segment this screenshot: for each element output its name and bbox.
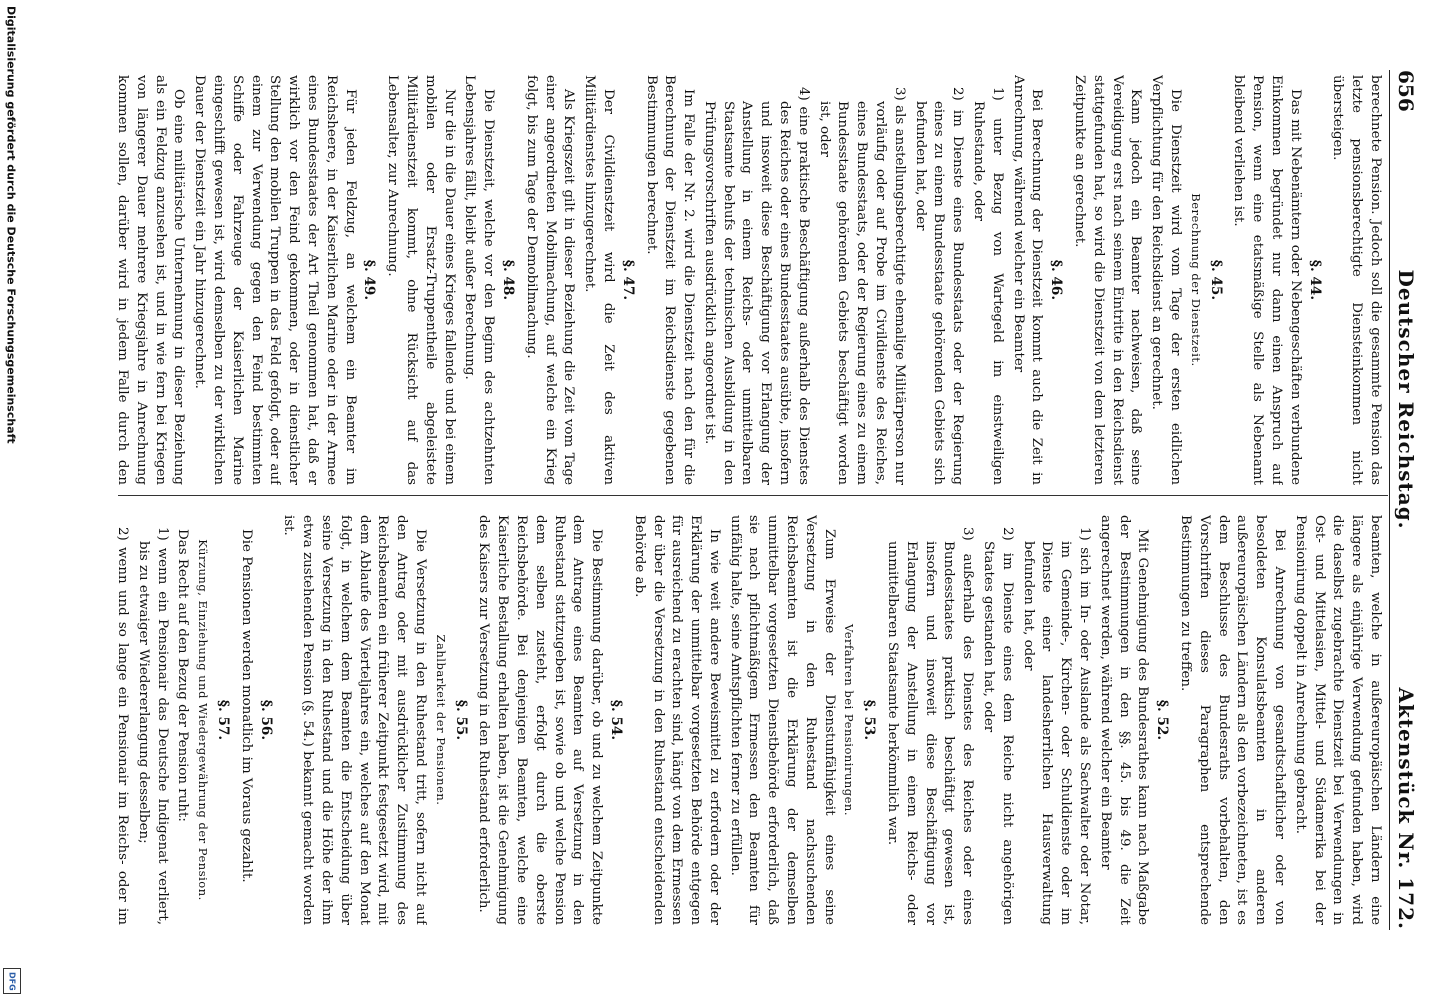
list-item: 4) eine praktische Beschäftigung außerhalb des Dienstes des Reiches oder eines Bundesstaates ausübte, insofern und insoweit diese Beschäftigung vor Erlangung der Anstellung in einem Reichs- oder unmittelbaren Staatsamte behufs der technischen Ausbildung in den Prüfungsvorschriften ausdrücklich angeordnet ist. xyxy=(701,87,811,485)
section-heading: Kürzung, Einziehung und Wiedergewährung der Pension. xyxy=(196,539,211,901)
paragraph: Im Falle der Nr. 2. wird die Dienstzeit nach den für die Berechnung der Dienstzeit im Reichsdienste gegebenen Bestimmungen berechnet. xyxy=(643,75,697,485)
list-item: 2) im Dienste eines Bundesstaats oder der Regierung eines zu einem Bundesstaate gehörenden Gebiets sich befunden hat, oder xyxy=(912,87,966,485)
paragraph: Die Versetzung in den Ruhestand tritt, sofern nicht auf den Antrag oder mit ausdrücklicher Zustimmung des Reichsbeamten ein früherer Zeitpunkt festgesetzt wird, mit dem Ablaufe des Vierteljahres ein, welches auf den Monat folgt, in welchem dem Beamten die Entscheidung über seine Versetzung in den Ruhestand und die Höhe der ihm etwa zustehenden Pension (§. 54.) bekannt gemacht worden ist. xyxy=(281,515,428,925)
paragraph: Für jeden Feldzug, an welchem ein Beamter im Reichsheere, in der Kaiserlichen Marine oder in der Armee eines Bundesstaates der Art Theil genommen hat, daß er wirklich vor den Feind gekommen, oder in dienstlicher Stellung den mobilen Truppen in das Feld gefolgt, oder auf einem zur Verwendung gegen den Feind bestimmten Schiffe oder Fahrzeuge der Kaiserlichen Marine eingeschifft gewesen ist, wird demselben zu der wirklichen Dauer der Dienstzeit ein Jahr hinzugerechnet. xyxy=(192,75,358,485)
list-item: 1) wenn ein Pensionair das Deutsche Indigenat verliert, bis zu etwaiger Wiedererlangung desselben; xyxy=(135,527,170,925)
paragraph: berechnete Pension. Jedoch soll die gesammte Pension das letzte pensionsberechtigte Diensteinkommen nicht übersteigen. xyxy=(1330,75,1383,485)
list-item: 3) als anstellungsberechtigte ehemalige Militärperson nur vorläufig oder auf Probe im Civildienste des Reiches, eines Bundesstaats, oder der Regierung eines zu einem Bundesstaate gehörenden Gebiets beschäftigt worden ist, oder xyxy=(816,87,907,485)
paragraph: Der Civildienstzeit wird die Zeit des aktiven Militärdienstes hinzugerechnet. xyxy=(582,75,616,485)
digitization-credit-text: Digitalisierung gefördert durch die Deutsche Forschungsgemeinschaft xyxy=(4,6,18,444)
paragraph: Bei Anrechnung von gesandtschaftlicher oder von besoldeten Konsulatsbeamten in anderen außereuropäischen Ländern als den vorbezeichneten, ist es dem Beschlusse des Bundesraths vorbehalten, den Vorschriften dieses Paragraphen entsprechende Bestimmungen zu treffen. xyxy=(1178,515,1288,925)
dfg-logo: DFG xyxy=(3,968,21,994)
paragraph: Ob eine militärische Unternehmung in dieser Beziehung als ein Feldzug anzusehen ist, und in wie fern bei Kriegen von längerer Dauer mehrere Kriegsjahre in Anrechnung kommen sollen, darüber wird in jedem Falle durch den xyxy=(115,75,187,485)
section-number: §. 53. xyxy=(861,699,878,741)
paragraph: beamten, welche in außereuropäischen Ländern eine längere als einjährige Verwendung gefunden haben, wird die daselbst zugebrachte Dienstzeit bei Verwendungen in Ost- und Mittelasien, Mittel- und Südamerika bei der Pensionirung doppelt in Anrechnung gebracht. xyxy=(1292,515,1383,925)
list-item: 1) unter Bezug von Wartegeld im einstweiligen Ruhestande, oder xyxy=(971,87,1005,485)
section-number: §. 47. xyxy=(619,259,636,301)
document-piece-number: Aktenstück Nr. 172. xyxy=(1394,687,1418,930)
section-heading: Zahlbarkeit der Pensionen. xyxy=(433,634,448,806)
list-item: 3) außerhalb des Dienstes des Reiches oder eines Bundesstaates praktisch beschäftigt gewesen ist, insofern und insoweit diese Beschäftigung vor Erlangung der Anstellung in einem Reichs- oder unmittelbaren Staatsamte herkömmlich war. xyxy=(885,527,976,925)
list-item: 2) wenn und so lange ein Pensionair im Reichs- oder im xyxy=(115,527,130,925)
paragraph: Die Dienstzeit wird vom Tage der ersten eidlichen Verpflichtung für den Reichsdienst an gerechnet. xyxy=(1149,75,1184,485)
digitization-credit-strip xyxy=(0,0,22,1000)
section-number: §. 52. xyxy=(1154,699,1171,741)
section-number: §. 56. xyxy=(257,699,274,741)
section-number: §. 46. xyxy=(1048,259,1065,301)
paragraph: Die Bestimmung darüber, ob und zu welchem Zeitpunkte dem Antrage eines Beamten auf Versetzung in den Ruhestand stattzugeben ist, sowie ob und welche Pension dem selben zusteht, erfolgt durch die oberste Reichsbehörde. Bei denjenigen Beamten, welche eine Kaiserliche Bestallung erhalten haben, ist die Genehmigung des Kaisers zur Versetzung in den Ruhestand erforderlich. xyxy=(476,515,605,925)
page-number: 656 xyxy=(1394,70,1418,112)
paragraph: Als Kriegszeit gilt in dieser Beziehung die Zeit vom Tage einer angeordneten Mobilmachung, auf welche ein Krieg folgt, bis zum Tage der Demobilmachung. xyxy=(523,75,577,485)
list-item: 1) sich im In- oder Auslande als Sachwalter oder Notar, im Gemeinde-, Kirchen- oder Schuldienste oder im Dienste einer landesherrlichen Hausverwaltung befunden hat, oder xyxy=(1020,527,1093,925)
column-divider xyxy=(118,495,1388,496)
paragraph: In wie weit andere Beweismittel zu erfordern oder der Erklärung der unmittelbar vorgesetzten Behörde entgegen für ausreichend zu erachten sind, hängt von dem Ermessen der über die Versetzung in den Ruhestand entscheidenden Behörde ab. xyxy=(631,515,722,925)
section-number: §. 48. xyxy=(499,259,516,301)
list-item: 2) im Dienste eines dem Reiche nicht angehörigen Staates gestanden hat, oder xyxy=(981,527,1015,925)
text-column-left xyxy=(114,75,1384,485)
section-number: §. 55. xyxy=(452,699,469,741)
section-number: §. 45. xyxy=(1207,259,1224,301)
section-number: §. 49. xyxy=(361,259,378,301)
scanned-page xyxy=(92,30,1432,960)
paragraph: Bei Berechnung der Dienstzeit kommt auch die Zeit in Anrechnung, während welcher ein Beamter xyxy=(1010,75,1045,485)
paragraph: Mit Genehmigung des Bundesrathes kann nach Maßgabe der Bestimmungen in den §§. 45. bis 49. die Zeit angerechnet werden, während welcher ein Beamter xyxy=(1097,515,1151,925)
section-heading: Verfahren bei Pensionirungen. xyxy=(842,624,857,816)
paragraph: Das Recht auf den Bezug der Pension ruht: xyxy=(175,529,191,822)
section-number: §. 54. xyxy=(607,699,624,741)
paragraph: Zum Erweise der Dienstunfähigkeit eines seine Versetzung in den Ruhestand nachsuchenden Reichsbeamten ist die Erklärung der demselben unmittelbar vorgesetzten Dienstbehörde erforderlich, daß sie nach pflichtmäßigem Ermessen den Beamten für unfähig halte, seine Amtspflichten ferner zu erfüllen. xyxy=(727,515,837,925)
page-title: Deutscher Reichstag. xyxy=(1394,269,1418,530)
section-number: §. 44. xyxy=(1306,259,1323,301)
paragraph: Die Dienstzeit, welche vor den Beginn des achtzehnten Lebensjahres fällt, bleibt außer Berechnung. xyxy=(462,75,497,485)
text-column-right xyxy=(114,515,1384,925)
paragraph: Das mit Nebenämtern oder Nebengeschäften verbundene Einkommen begründet nur dann einen Anspruch auf Pension, wenn eine etatsmäßige Stelle als Nebenamt bleibend verliehen ist. xyxy=(1231,75,1303,485)
paragraph: Die Pensionen werden monatlich im Voraus gezahlt. xyxy=(238,529,254,883)
page-header xyxy=(1389,70,1432,930)
paragraph: Nur die in die Dauer eines Krieges fallende und bei einem mobilen oder Ersatz-Truppentheile abgeleistete Militärdienstzeit kommt, ohne Rücksicht auf das Lebensalter, zur Anrechnung. xyxy=(385,75,457,485)
section-heading: Berechnung der Dienstzeit. xyxy=(1188,193,1203,367)
section-number: §. 57. xyxy=(214,699,231,741)
paragraph: Kann jedoch ein Beamter nachweisen, daß seine Vereidigung erst nach seinem Eintritte in den Reichsdienst stattgefunden hat, so wird die Dienstzeit von dem letzteren Zeitpunkte an gerechnet. xyxy=(1072,75,1144,485)
